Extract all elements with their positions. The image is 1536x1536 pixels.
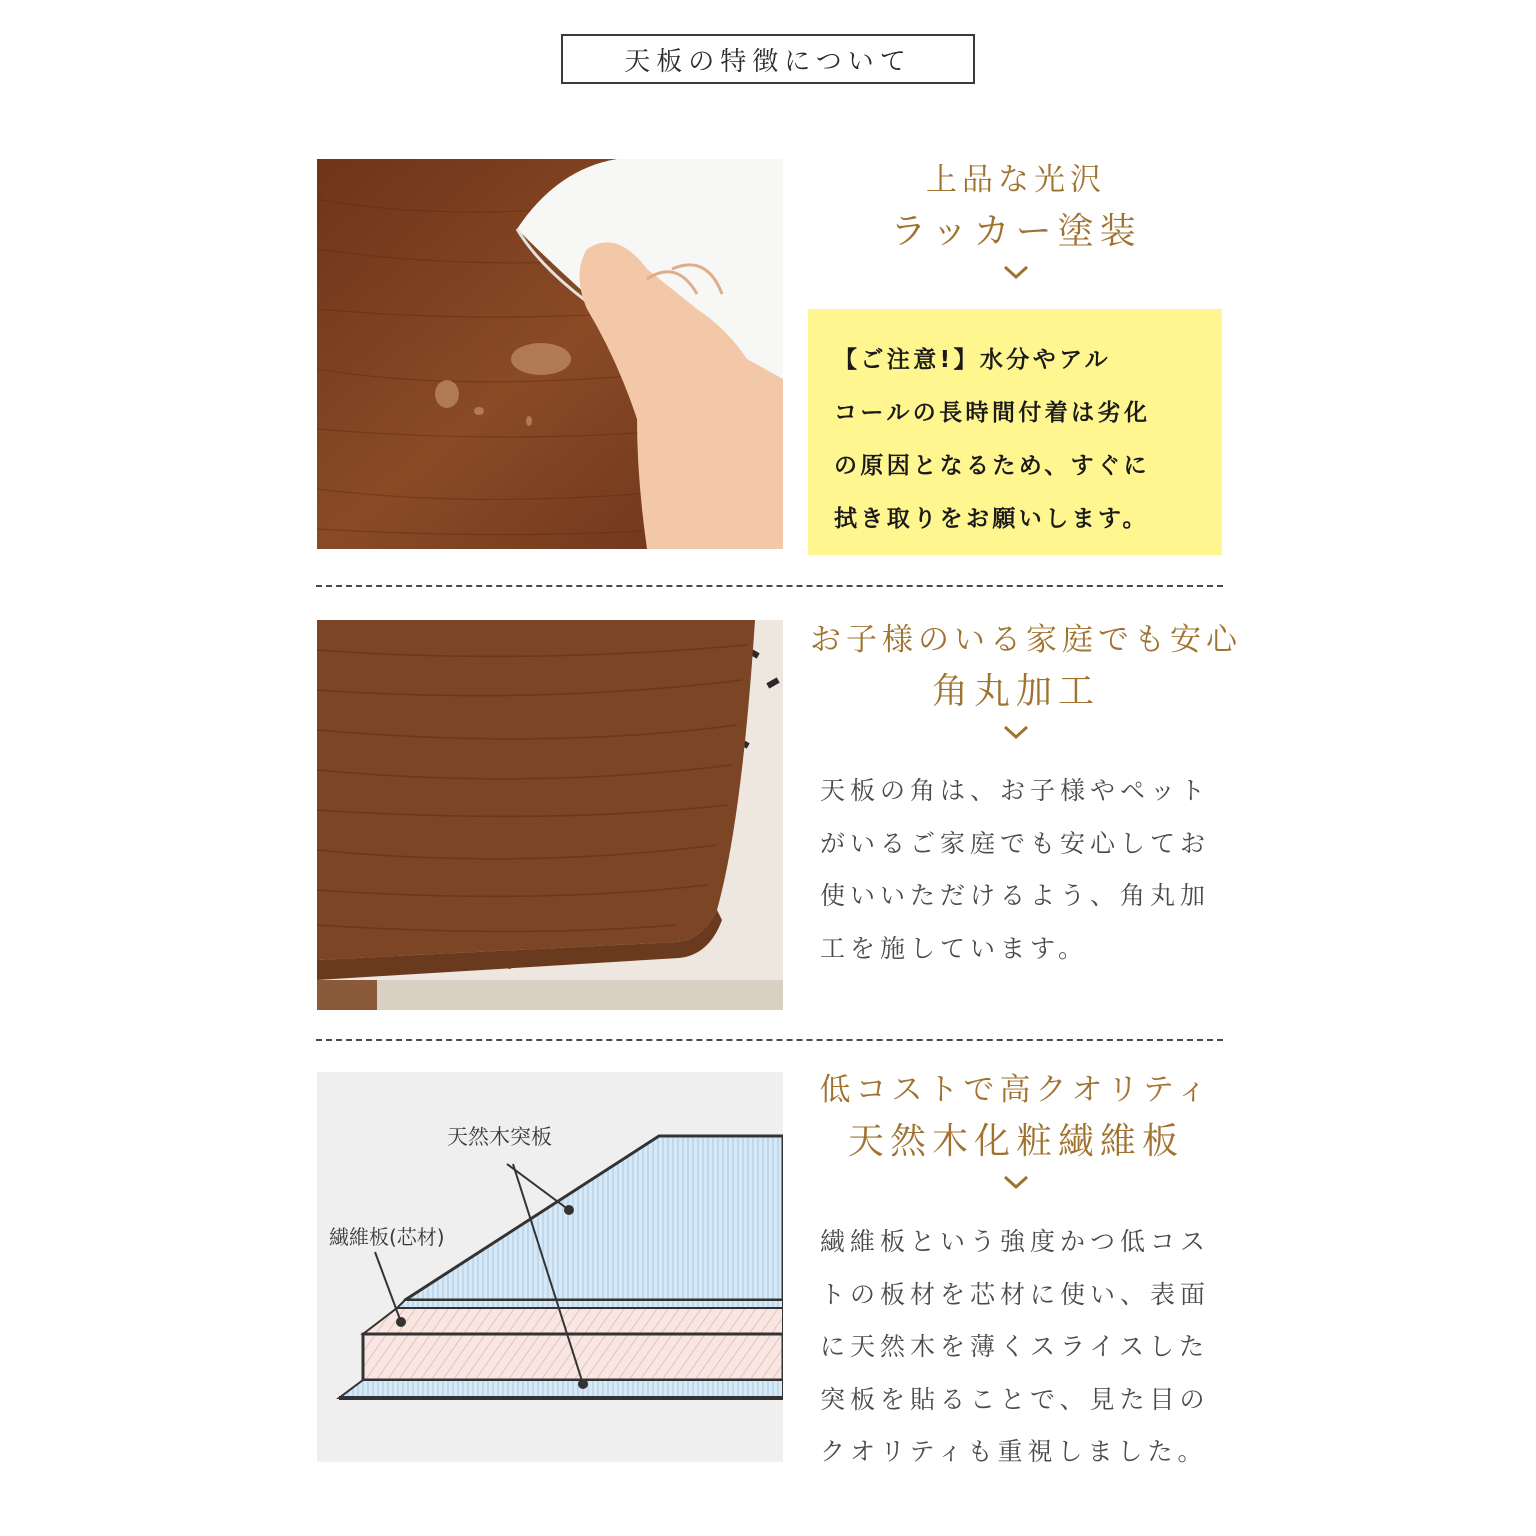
- veneer-label: 天然木突板: [447, 1125, 552, 1149]
- description-line: トの板材を芯材に使い、表面: [820, 1279, 1211, 1309]
- chevron-down-icon: [1001, 262, 1031, 282]
- chevron-down-icon: [1001, 1172, 1031, 1192]
- rounded-title: 角丸加工: [931, 671, 1100, 712]
- board-description: [820, 1216, 1220, 1479]
- chevron-down-icon: [1001, 722, 1031, 742]
- lacquer-title: ラッカー塗装: [890, 211, 1142, 252]
- description-line: 使いいただけるよう、角丸加: [820, 881, 1211, 910]
- notice-line: コールの長時間付着は劣化: [834, 400, 1151, 426]
- rounded-corner-photo: [317, 620, 783, 1010]
- description-line: 繊維板という強度かつ低コス: [820, 1227, 1211, 1256]
- description-line: 突板を貼ることで、見た目の: [820, 1384, 1210, 1414]
- notice-box: [808, 309, 1222, 555]
- core-label: 繊維板(芯材): [329, 1225, 445, 1249]
- rounded-description: [820, 765, 1220, 975]
- rounded-subtitle: お子様のいる家庭でも安心: [810, 622, 1242, 658]
- board-layer-diagram: [317, 1072, 783, 1462]
- board-subtitle: 低コストで高クオリティ: [819, 1072, 1213, 1108]
- lacquer-photo: [317, 159, 783, 549]
- section-divider: [316, 1039, 1223, 1041]
- notice-line: 拭き取りをお願いします。: [834, 506, 1149, 532]
- section-divider: [316, 585, 1223, 587]
- description-line: に天然木を薄くスライスした: [820, 1332, 1210, 1361]
- description-line: 天板の角は、お子様やペット: [820, 776, 1211, 805]
- lacquer-subtitle: 上品な光沢: [926, 162, 1106, 198]
- notice-line: 【ご注意!】水分やアル: [834, 347, 1111, 373]
- board-title: 天然木化粧繊維板: [847, 1121, 1184, 1162]
- page-title: 天板の特徴について: [561, 34, 975, 84]
- description-line: 工を施しています。: [820, 933, 1089, 963]
- description-line: クオリティも重視しました。: [820, 1437, 1208, 1466]
- notice-line: の原因となるため、すぐに: [834, 453, 1150, 479]
- description-line: がいるご家庭でも安心してお: [820, 828, 1211, 858]
